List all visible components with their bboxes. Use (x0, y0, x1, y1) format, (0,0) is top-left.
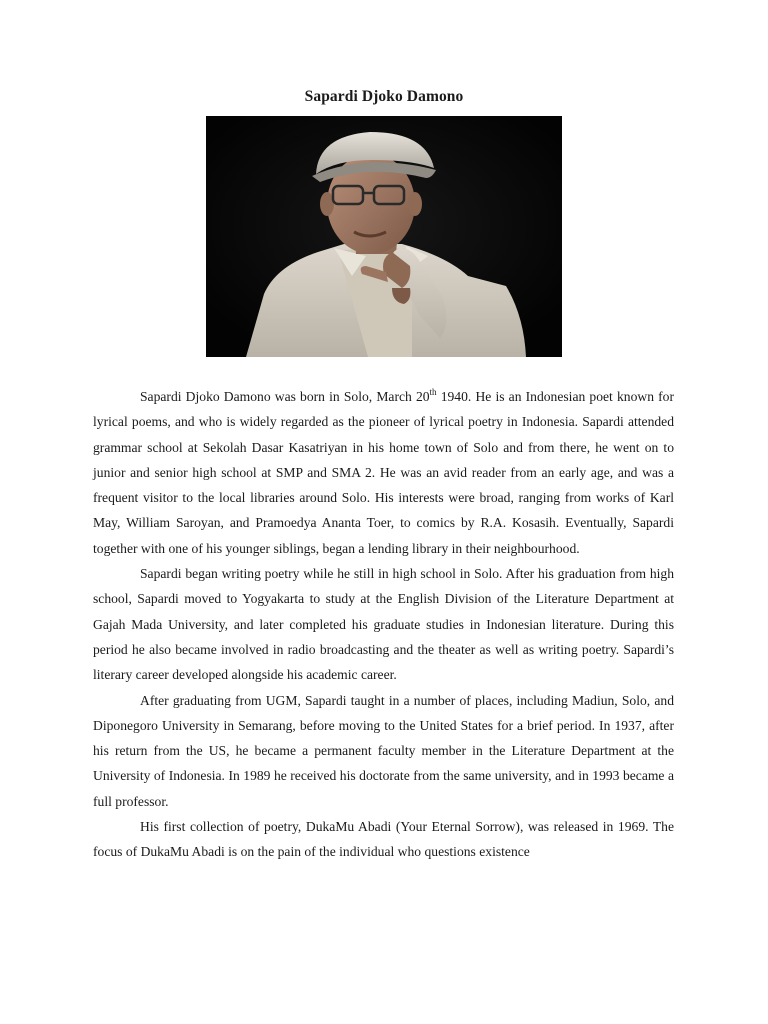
paragraph-1-text-start: Sapardi Djoko Damono was born in Solo, March 20 (140, 389, 430, 404)
paragraph-1 (93, 384, 674, 561)
document-title: Sapardi Djoko Damono (304, 88, 464, 105)
body-text (93, 384, 674, 865)
paragraph-2: Sapardi began writing poetry while he still in high school in Solo. After his graduation from high school, Sapardi moved to Yogyakarta to study at the English Division of the Literature Department at Gajah Mada University, and later completed his graduate studies in Indonesian literature. During this period he also became involved in radio broadcasting and the theater as well as writing poetry. Sapardi’s literary career developed alongside his academic career. (93, 566, 674, 683)
paragraph-3: After graduating from UGM, Sapardi taught in a number of places, including Madiun, Solo, and Diponegoro University in Semarang, before moving to the United States for a brief period. In 1937, after his return from the US, he became a permanent faculty member in the Literature Department at the University of Indonesia. In 1989 he received his doctorate from the same university, and in 1993 became a full professor. (93, 692, 674, 809)
portrait-photo (206, 116, 562, 357)
ordinal-superscript: th (429, 387, 437, 397)
paragraph-1-text-end: 1940. He is an Indonesian poet known for lyrical poems, and who is widely regarded as the pioneer of lyrical poetry in Indonesia. Sapardi attended grammar school at Sekolah Dasar Kasatriyan in his home town of Solo and from there, he went on to junior and senior high school at SMP and SMA 2. He was an avid reader from an early age, and was a frequent visitor to the local libraries around Solo. His interests were broad, ranging from works of Karl May, William Saroyan, and Pramoedya Ananta Toer, to comics by R.A. Kosasih. Eventually, Sapardi together with one of his younger siblings, began a lending library in their neighbourhood. (93, 389, 674, 556)
paragraph-4: His first collection of poetry, DukaMu Abadi (Your Eternal Sorrow), was released in 1969. The focus of DukaMu Abadi is on the pain of the individual who questions existence (93, 819, 674, 860)
